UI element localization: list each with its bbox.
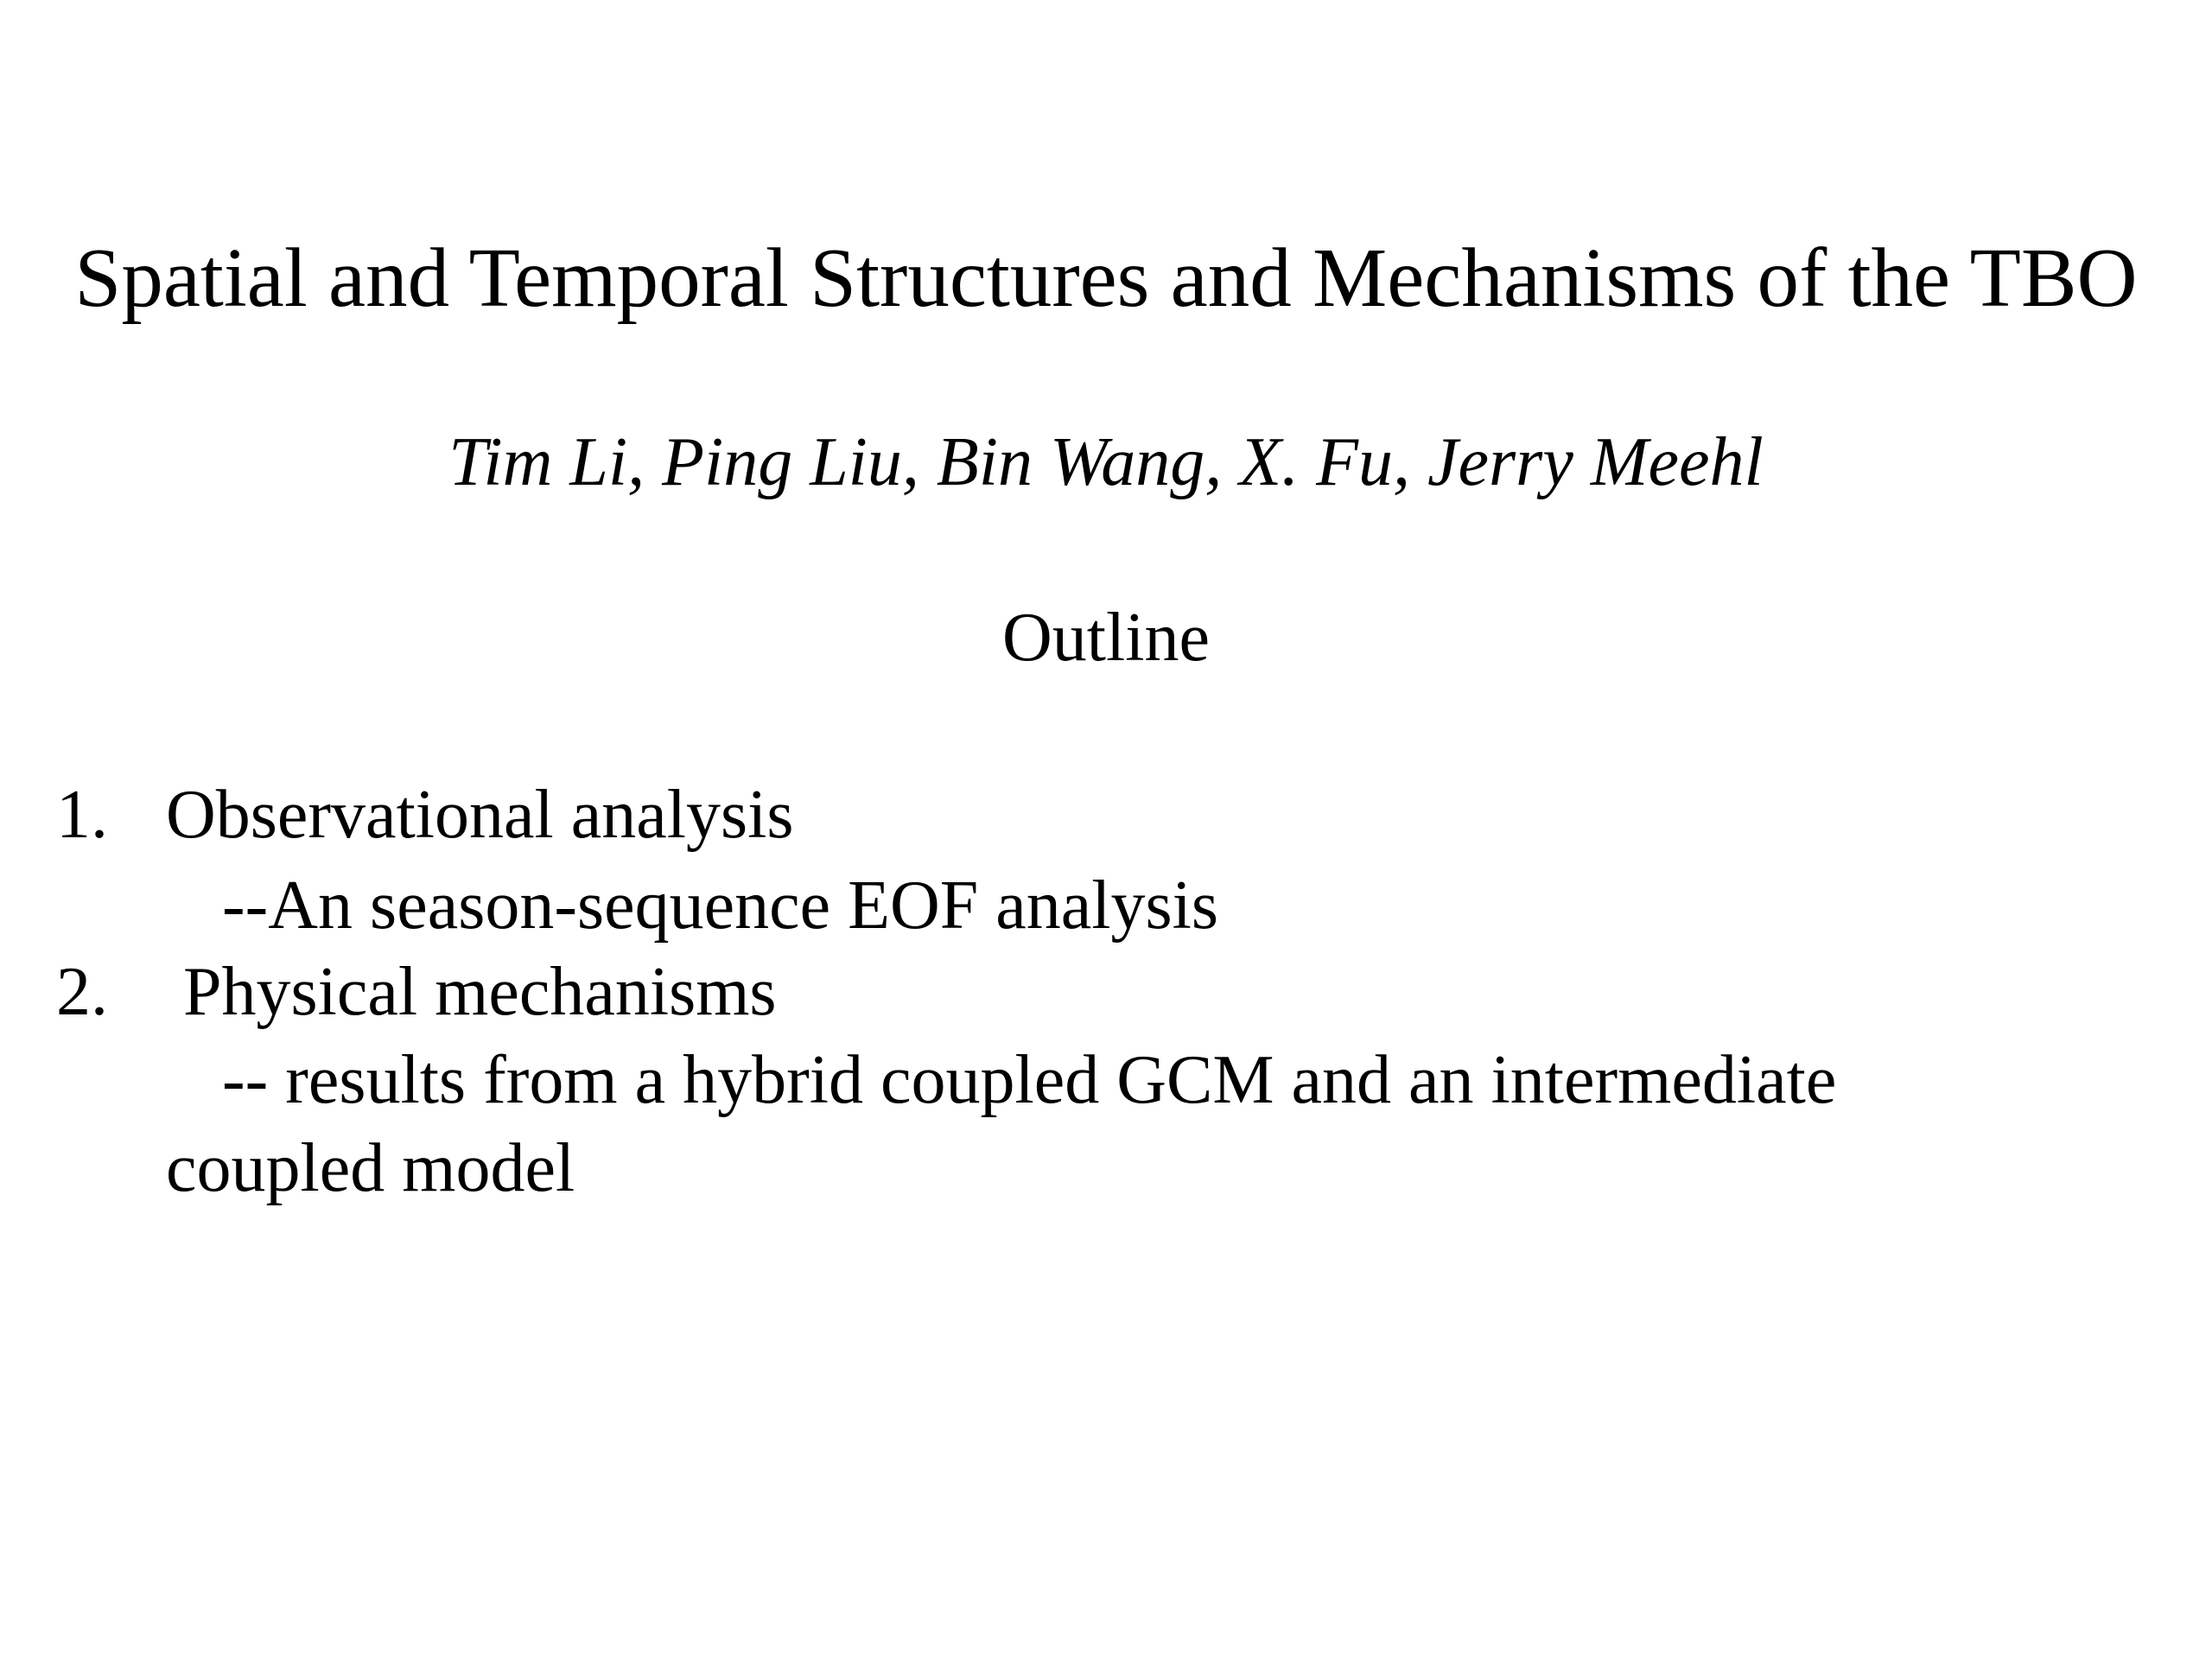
author-list: Tim Li, Ping Liu, Bin Wang, X. Fu, Jerry Meehl — [448, 424, 1764, 500]
outline-heading: Outline — [1002, 600, 1210, 676]
list-item-number: 1. — [56, 777, 108, 853]
list-item-text: Observational analysis — [166, 777, 794, 853]
slide-title: Spatial and Temporal Structures and Mechanisms of the TBO — [74, 232, 2138, 324]
list-item-subtext-continuation: coupled model — [166, 1130, 575, 1206]
list-item-subtext: --An season-sequence EOF analysis — [222, 868, 1219, 944]
list-item-number: 2. — [56, 954, 108, 1030]
list-item-subtext: -- results from a hybrid coupled GCM and an intermediate — [222, 1042, 1837, 1118]
list-item-text: Physical mechanisms — [183, 954, 777, 1030]
